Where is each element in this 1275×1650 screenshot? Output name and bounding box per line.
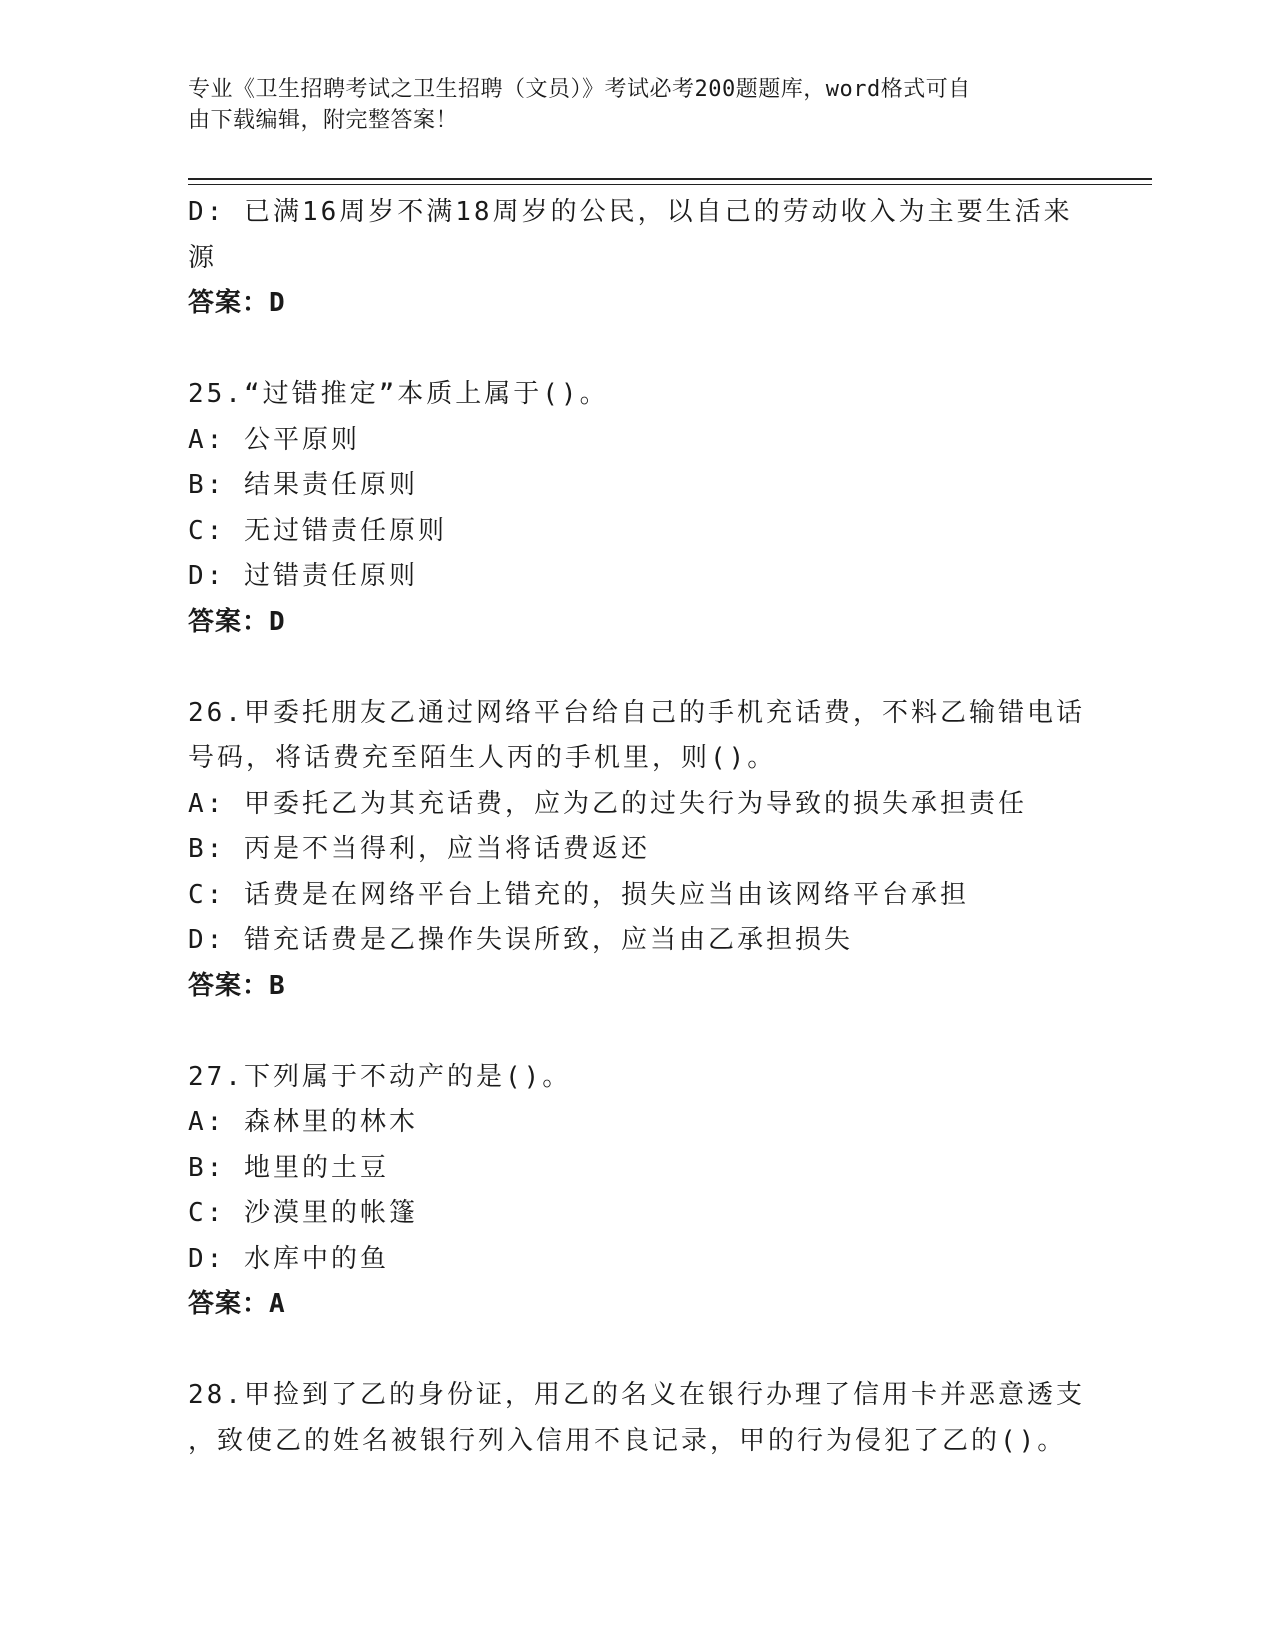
option-c: C: 话费是在网络平台上错充的，损失应当由该网络平台承担 [188, 879, 969, 910]
prev-question [188, 190, 1088, 327]
option-d-continued: 源 [188, 242, 218, 273]
option-a: A: 森林里的林木 [188, 1107, 418, 1137]
option-d: D: 已满16周岁不满18周岁的公民，以自己的劳动收入为主要生活来 [188, 197, 1073, 227]
option-d: D: 水库中的鱼 [188, 1243, 389, 1274]
header-line-1: 专业《卫生招聘考试之卫生招聘（文员）》考试必考200题题库，word格式可自 [188, 77, 971, 102]
question-27 [188, 1055, 1088, 1328]
option-b: B: 丙是不当得利，应当将话费返还 [188, 834, 650, 864]
option-b: B: 结果责任原则 [188, 470, 418, 500]
question-stem: 26.甲委托朋友乙通过网络平台给自己的手机充话费，不料乙输错电话 [188, 697, 1085, 728]
option-a: A: 公平原则 [188, 424, 360, 455]
option-d: D: 过错责任原则 [188, 561, 418, 591]
answer-label: 答案：B [188, 970, 286, 1001]
question-stem-continued: ，致使乙的姓名被银行列入信用不良记录，甲的行为侵犯了乙的()。 [188, 1425, 1067, 1456]
spacer [188, 645, 1088, 691]
question-list [188, 190, 1088, 1464]
option-b: B: 地里的土豆 [188, 1152, 389, 1183]
spacer [188, 1328, 1088, 1374]
question-stem-continued: 号码，将话费充至陌生人丙的手机里，则()。 [188, 743, 777, 773]
option-a: A: 甲委托乙为其充话费，应为乙的过失行为导致的损失承担责任 [188, 788, 1027, 819]
header-divider-thick [188, 178, 1152, 180]
answer-label: 答案：D [188, 606, 286, 637]
option-d: D: 错充话费是乙操作失误所致，应当由乙承担损失 [188, 925, 853, 955]
question-25 [188, 372, 1088, 645]
question-28 [188, 1373, 1088, 1464]
option-c: C: 无过错责任原则 [188, 515, 447, 546]
question-stem: 28.甲捡到了乙的身份证，用乙的名义在银行办理了信用卡并恶意透支 [188, 1380, 1085, 1410]
header-divider-thin [188, 184, 1152, 185]
spacer [188, 1009, 1088, 1055]
header-line-2: 由下载编辑，附完整答案！ [188, 108, 459, 133]
document-header [188, 74, 1068, 136]
question-26 [188, 691, 1088, 1010]
spacer [188, 327, 1088, 373]
answer-label: 答案：A [188, 1289, 286, 1319]
answer-label: 答案：D [188, 288, 286, 318]
option-c: C: 沙漠里的帐篷 [188, 1198, 418, 1228]
question-stem: 27.下列属于不动产的是()。 [188, 1061, 572, 1092]
question-stem: 25.“过错推定”本质上属于()。 [188, 379, 609, 409]
